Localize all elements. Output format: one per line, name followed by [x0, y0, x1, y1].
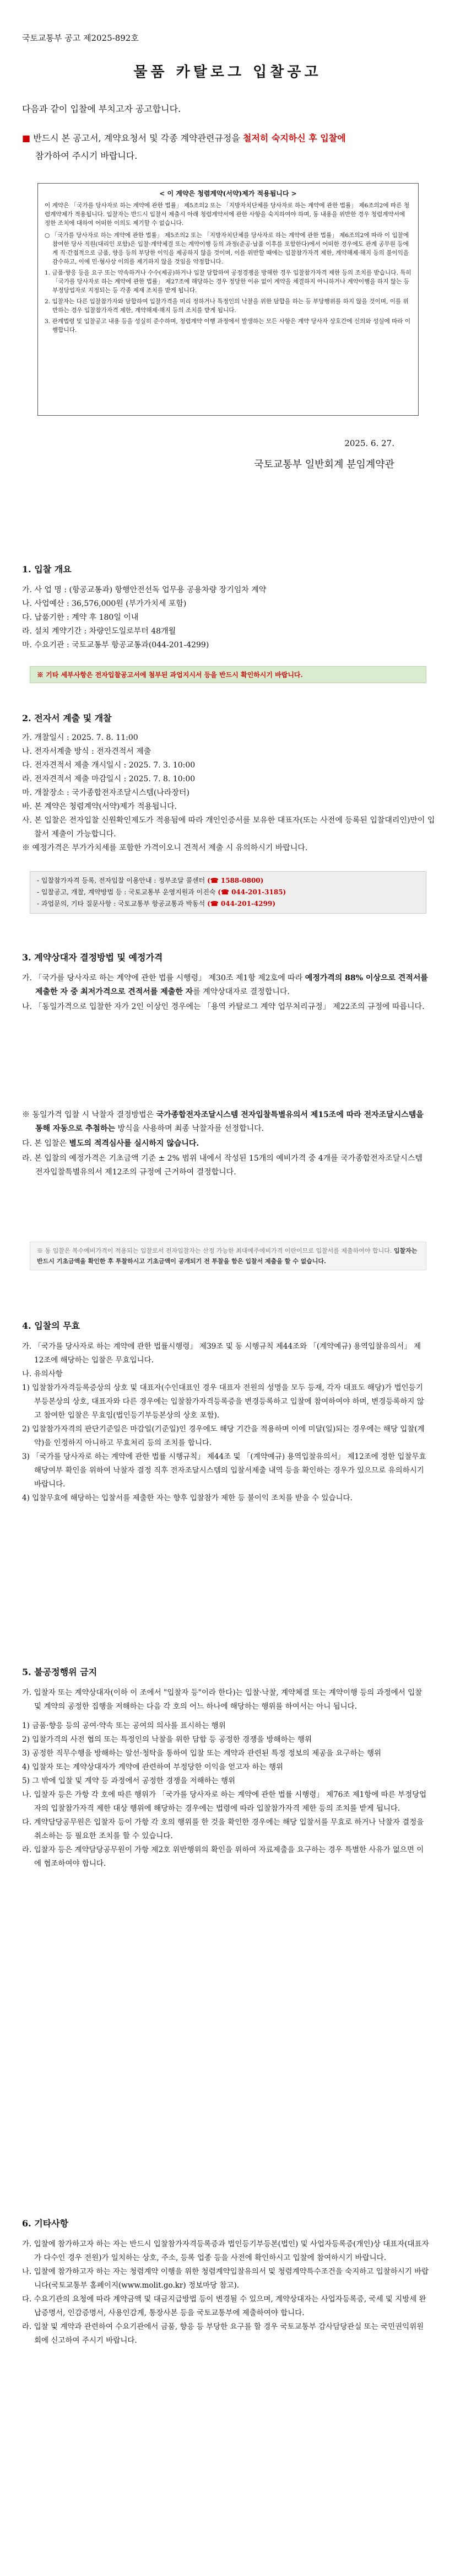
list-item: 가. 개찰일시 : 2025. 7. 8. 11:00: [22, 733, 138, 742]
list-item: 가. 사 업 명 : (항공교통과) 항행안전선독 업무용 공용차량 장기임차 계약: [22, 586, 267, 594]
list-item: 사. 본 입찰은 전자입찰 신원확인제도가 적용됨에 따라 개인인증서를 보유한 대표자(또는 사전에 등록된 입찰대리인)만이 입찰서 제출이 가능합니다.: [22, 816, 435, 839]
section-4-title: 4. 입찰의 무효: [22, 1321, 80, 1331]
list-item: 라. 입찰 및 계약과 관련하여 수요기관에서 금품, 향응 등 부당한 요구를 할 경우 국토교통부 감사담당관실 또는 국민권익위원회에 신고하여 주시기 바랍니다.: [22, 2322, 424, 2345]
section-6-title: 6. 기타사항: [22, 2218, 69, 2229]
notice-number: 국토교통부 공고 제2025-892호: [22, 33, 139, 43]
square-bullet-icon: ■: [22, 133, 31, 143]
list-item: 나. 입찰에 참가하고자 하는 자는 청렴계약 이행을 위한 청렴계약입찰유의서 및 청렴계약특수조건을 숙지하고 입찰하시기 바랍니다(국토교통부 홈페이지(www.molit.go.kr) 정보마당 참고).: [22, 2267, 429, 2290]
section-3-note: ※ 동 입찰은 복수예비가격이 적용되는 입찰로서 전자입찰자는 산정 가능한 최대예주에비가격 이란이므로 입찰서를 제출하여야 합니다. 입찰자는 반드시 기초금액을 확인한 후 투찰하시고 기초금액이 공개되기 전 투찰을 함은 입찰서 제출을 할 수 없습니다.: [30, 1242, 426, 1270]
paragraph: 나. 「동일가격으로 입찰한 자가 2인 이상인 경우에는 「용역 카탈로그 계약 업무처리규정」 제22조의 규정에 따릅니다.: [22, 1002, 425, 1011]
phone-number: (☎ 1588-0800): [207, 877, 264, 884]
paragraph: ※ 동일가격 입찰 시 낙찰자 결정방법은 국가종합전자조달시스템 전자입찰특별유의서 제15조에 따라 전자조달시스템을 통해 자동으로 추첨하는 방식을 사용하며 최종 낙찰자를 선정합니다.: [22, 1110, 424, 1133]
phone-number: (☎ 044-201-3185): [218, 888, 286, 896]
contact-row: - 과업문의, 기타 질문사항 : 국토교통부 항공교통과 박동석 (☎ 044-201-4299): [37, 900, 275, 908]
contact-row: - 입찰참가자격 등록, 전자입찰 이용안내 : 정부조달 콜센터 (☎ 1588-0800): [37, 877, 264, 884]
warning-text-2: 참가하여 주시기 바랍니다.: [35, 151, 138, 161]
integrity-point: 3. 관계법령 및 입찰공고 내용 등을 성실히 준수하며, 청렴계약 이행 과정에서 발생하는 모든 사항은 계약 당사자 상호간에 신의와 성실에 따라 이행합니다.: [45, 318, 411, 334]
warning-notice: [22, 130, 435, 165]
list-item: 라. 설치 계약기간 : 차량인도일로부터 48개월: [22, 627, 176, 636]
warning-text-1: 반드시 본 공고서, 계약요청서 및 각종 계약관련규정을: [30, 133, 243, 143]
integrity-point: ○ 「국가를 당사자로 하는 계약에 관한 법률」 제5조의2 또는 「지방자치단체를 당사자로 하는 계약에 관한 법률」 제6조의2에 따라 이 입찰에 참여한 당사 직원(대리인 포함)은 입찰·계약체결 또는 계약이행 등의 과정(준공·납품 이후를 포함한다)에서 어떠한 경우에도 관계 공무원 등에게 직·간접적으로 금품, 향응 등의 부당한 이익을 제공하지 않을 것이며, 이를 위반할 때에는 입찰참가자격 제한, 계약해제·해지 등의 불이익을 감수하고, 이에 민·형사상 이의를 제기하지 않을 것임을 약정합니다.: [45, 232, 409, 265]
integrity-points: [38, 231, 418, 335]
paragraph: 라. 본 입찰의 예정가격은 기초금액 기준 ± 2% 범위 내에서 작성된 15개의 예비가격 중 4개를 국가종합전자조달시스템 전자입찰특별유의서 제12조의 규정에 근거하여 결정합니다.: [22, 1154, 422, 1177]
integrity-box-title: < 이 계약은 청렴계약(서약)제가 적용됩니다 >: [159, 190, 297, 197]
integrity-contract-box: [37, 183, 419, 416]
warning-emphasis: 철저히 숙지하신 후 입찰에: [242, 133, 346, 143]
contact-row: - 입찰공고, 개찰, 계약방법 등 : 국토교통부 운영지원과 이진숙 (☎ 044-201-3185): [37, 888, 286, 896]
intro-text: 다음과 같이 입찰에 부치고자 공고합니다.: [22, 104, 181, 114]
section-3-body: [22, 972, 430, 1015]
list-item: 다. 수요기관의 요청에 따라 계약금액 및 대금지급방법 등이 변경될 수 있으며, 계약상대자는 사업자등록증, 국세 및 지방세 완납증명서, 인감증명서, 사용인감계, 통장사본 등을 국토교통부에 제출하여야 합니다.: [22, 2295, 426, 2317]
list-item: 다. 전자견적서 제출 개시일시 : 2025. 7. 3. 10:00: [22, 761, 196, 770]
list-item: 가. 입찰에 참가하고자 하는 자는 반드시 입찰참가자격등록증과 법인등기부등본(법인) 및 사업자등록증(개인)상 대표자(대표자가 다수인 경우 전원)가 일치하는 상호, 주소, 등록 업종 등을 사전에 확인하시고 입찰에 참여하시기 바랍니다.: [22, 2240, 429, 2262]
notice-date: 2025. 6. 27.: [344, 438, 394, 448]
section-1-items: [22, 583, 441, 652]
list-item: 3) 공정한 직무수행을 방해하는 알선·청탁을 통하여 입찰 또는 계약과 관련된 특정 정보의 제공을 요구하는 행위: [22, 1749, 382, 1758]
list-item: 3) 「국가를 당사자로 하는 계약에 관한 법률 시행규칙」 제44조 및 「(계약예규) 용역입찰유의서」 제12조에 정한 입찰무효 해당여부 확인을 위하여 낙찰자 결정 직후 전자조달시스템의 입찰서제출 내역 등을 확인하는 경우가 있으므로 유의하시기 바랍니다.: [22, 1452, 426, 1489]
section-3-body-2: [22, 1108, 430, 1180]
list-item: 1) 입찰참가자격등록증상의 상호 및 대표자(수인대표인 경우 대표자 전원의 성명을 모두 등재, 각자 대표도 해당)가 법인등기부등본상의 상호, 대표자와 다른 경우에는 입찰참가자격등록증을 변경등록하고 입찰에 참여하여야 하며, 변경등록하지 않고 참여한 입찰은 무효임(법인등기부등본상의 상호 포함).: [22, 1383, 424, 1420]
section-2-title: 2. 전자서 계출 및 개찰: [22, 713, 112, 723]
list-item: 나. 사업예산 : 36,576,000원 (부가가치세 포함): [22, 599, 187, 608]
list-item: 1) 금품·향응 등의 공여·약속 또는 공여의 의사를 표시하는 행위: [22, 1721, 226, 1730]
list-item: 가. 입찰자 또는 계약상대자(이하 이 조에서 "입찰자 등"이라 한다)는 입찰·낙찰, 계약체결 또는 계약이행 등의 과정에서 입찰 및 계약의 공정한 집행을 저해하는 다음 각 호의 어느 하나에 해당하는 행위를 하여서는 아니 됩니다.: [22, 1688, 422, 1711]
document-title: 물품 카탈로그 입찰공고: [133, 64, 322, 80]
list-item: 나. 전자서계출 방식 : 전자견적서 제출: [22, 747, 151, 756]
paragraph: 가. 「국가를 당사자로 하는 계약에 관한 법률 시행령」 제30조 제1항 제2호에 따라 예정가격의 88% 이상으로 견적서를 제출한 자 중 최저가격으로 견적서를 제출한 자를 계약상대자로 결정합니다.: [22, 974, 428, 996]
section-6-items: [22, 2237, 430, 2348]
list-item: 다. 납품기한 : 계약 후 180일 이내: [22, 613, 139, 622]
integrity-point: 2. 입찰자는 다른 입찰참가자와 담합하여 입찰가격을 미리 정하거나 특정인의 낙찰을 위한 담합을 하는 등 부당행위를 하지 않을 것이며, 이를 위반하는 경우 입찰참가자격 제한, 계약해제·해지 등의 조치를 받게 됩니다.: [45, 298, 409, 314]
list-item: 가. 「국가를 당사자로 하는 계약에 관한 법률시행령」 제39조 및 동 시행규칙 제44조와 「(계약예규) 용역입찰유의서」 제12조에 해당하는 입찰은 무효입니다.: [22, 1342, 421, 1365]
list-item: 라. 전자견적서 제출 마감일시 : 2025. 7. 8. 10:00: [22, 775, 196, 783]
list-item: 바. 본 계약은 청렴계약(서약)제가 적용됩니다.: [22, 802, 177, 811]
list-item: 5) 그 밖에 입찰 및 계약 등 과정에서 공정한 경쟁을 저해하는 행위: [22, 1777, 236, 1785]
contact-box: [30, 871, 426, 914]
section-1-title: 1. 입찰 개요: [22, 564, 72, 575]
integrity-lead: 이 계약은 「국가를 당사자로 하는 계약에 관한 법률」 제5조의2 또는 「지방자치단체를 당사자로 하는 계약에 관한 법률」 제6조의2에 따른 청렴계약제가 적용됩니다. 입찰자는 반드시 입찰서 제출시 아래 청렴계약서에 관한 사항을 숙지하여야 하며, 동 내용을 위반한 경우 청렴계약서에 정한 조치에 대하여 어떠한 이의도 제기할 수 없습니다.: [45, 202, 410, 227]
section-3-title: 3. 계약상대자 결정방법 및 예정가격: [22, 952, 163, 963]
section-5-title: 5. 불공정행위 금지: [22, 1667, 98, 1677]
list-item: 마. 개찰장소 : 국가종합전자조달시스템(나라장터): [22, 788, 189, 797]
spacer: [22, 1714, 430, 1719]
list-item: 다. 계약담당공무원은 입찰자 등이 가항 각 호의 행위를 한 것을 확인한 경우에는 해당 입찰서를 무효로 하거나 낙찰자 결정을 취소하는 등 필요한 조치를 할 수 있습니다.: [22, 1818, 424, 1840]
phone-number: (☎ 044-201-4299): [207, 900, 275, 908]
issuing-agency: 국토교통부 일반회계 분임계약관: [254, 459, 394, 470]
list-item: 2) 입찰가격의 사전 협의 또는 특정인의 낙찰을 위한 담합 등 공정한 경쟁을 방해하는 행위: [22, 1735, 312, 1744]
list-item: 나. 유의사항: [22, 1370, 63, 1378]
paragraph: 다. 본 입찰은 별도의 적격심사를 실시하지 않습니다.: [22, 1139, 199, 1148]
list-item: 나. 입찰자 등은 가항 각 호에 따른 행위가 「국가를 당사자로 하는 계약에 관한 법률 시행령」 제76조 제1항에 따른 부정당업자의 입찰참가자격 제한 대상 행위에 해당하는 경우에는 법령에 따라 입찰참가자격 제한 등의 조치를 받게 됩니다.: [22, 1790, 427, 1813]
list-item: 2) 입찰참가자격의 판단기준일은 마감일(기준일)인 경우에도 해당 기간을 적용하며 이에 미달(일)되는 경우에는 해당 입찰(계약)을 인정하지 아니하고 무효처리 등의 조치를 합니다.: [22, 1425, 425, 1447]
section-5-items: [22, 1686, 430, 1871]
section-2-items: [22, 731, 441, 855]
section-1-note: ※ 기타 세부사항은 전자입찰공고서에 첨부된 과업지시서 등을 반드시 확인하시기 바랍니다.: [30, 666, 426, 683]
list-item: 라. 입찰자 등은 계약담당공무원이 가항 제2호 위반행위의 확인을 위하여 자료제출을 요구하는 경우 특별한 사유가 없으면 이에 협조하여야 합니다.: [22, 1845, 424, 1868]
list-item: 마. 수요기관 : 국토교통부 항공교통과(044-201-4299): [22, 641, 209, 650]
list-item: ※ 예정가격은 부가가치세를 포함한 가격이오니 견적서 제출 시 유의하시기 바랍니다.: [22, 844, 308, 852]
section-4-items: [22, 1340, 430, 1505]
integrity-point: 1. 금품·향응 등을 요구 또는 약속하거나 수수(제공)하거나 입찰 담합하여 공정경쟁을 방해한 경우 입찰참가자격 제한 등의 조치를 받습니다. 특히 「국가를 당사자로 하는 계약에 관한 법률」 제27조에 해당하는 경우 정당한 이유 없이 계약을 체결하지 아니하거나 계약이행을 하지 않는 등 부정당업자로 지정되는 등 각종 제재 조치를 받게 됩니다.: [45, 270, 411, 294]
list-item: 4) 입찰무효에 해당하는 입찰서를 제출한 자는 향후 입찰참가 제한 등 불이익 조치를 받을 수 있습니다.: [22, 1494, 353, 1502]
list-item: 4) 입찰자 또는 계약상대자가 계약에 관련하여 부정당한 이익을 얻고자 하는 행위: [22, 1763, 284, 1772]
